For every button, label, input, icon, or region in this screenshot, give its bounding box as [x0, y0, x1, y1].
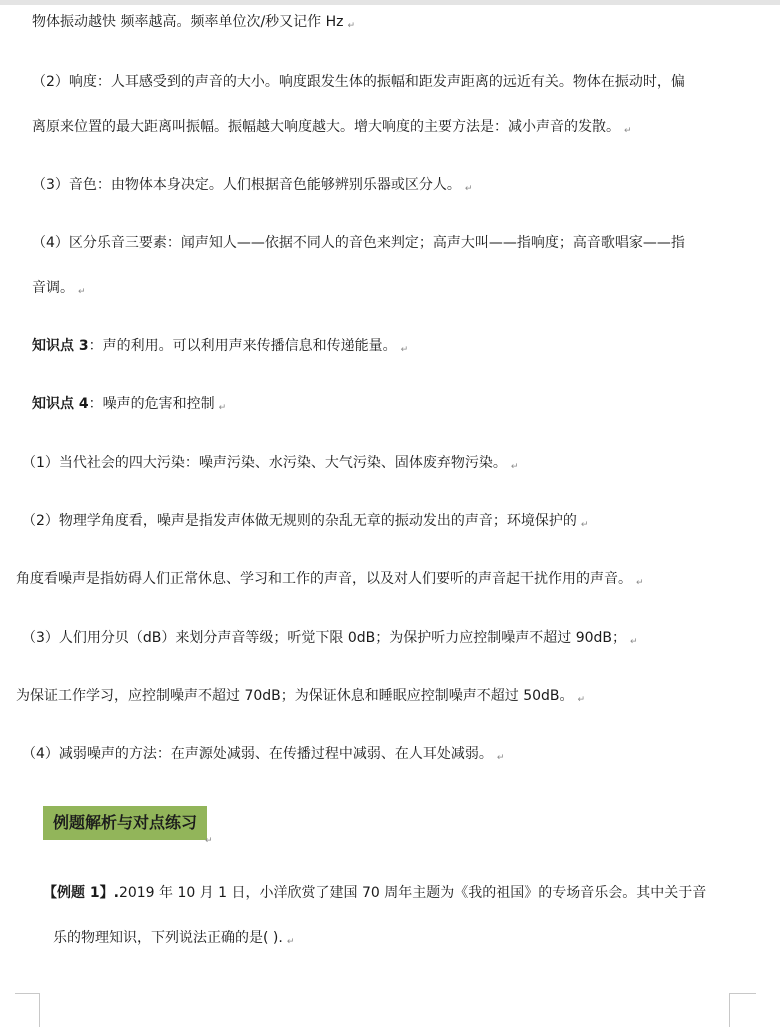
text-line: （4）区分乐音三要素：闻声知人——依据不同人的音色来判定；高声大叫——指响度；高音歌唱家——指 — [32, 235, 685, 251]
text-line: 乐的物理知识，下列说法正确的是( ). ↵ — [53, 930, 295, 947]
text-line: （2）响度：人耳感受到的声音的大小。响度跟发生体的振幅和距发声距离的远近有关。物体在振动时，偏 — [32, 74, 685, 90]
top-edge-bar — [0, 0, 780, 5]
paragraph-mark: ↵ — [496, 753, 505, 763]
paragraph-mark: ↵ — [218, 403, 227, 413]
paragraph-mark: ↵ — [286, 937, 295, 947]
paragraph-mark: ↵ — [78, 287, 86, 297]
text-line: （4）减弱噪声的方法：在声源处减弱、在传播过程中减弱、在人耳处减弱。 ↵ — [22, 746, 505, 763]
page-corner-mark-left — [15, 993, 40, 1027]
paragraph-mark: ↵ — [464, 184, 473, 194]
paragraph-mark: ↵ — [577, 695, 586, 705]
text-line: 音调。 ↵ — [32, 280, 86, 297]
paragraph-mark: ↵ — [205, 836, 213, 846]
paragraph-mark: ↵ — [580, 520, 589, 530]
paragraph-mark: ↵ — [630, 637, 638, 647]
text-line: （2）物理学角度看，噪声是指发声体做无规则的杂乱无章的振动发出的声音；环境保护的 ↵ — [22, 513, 589, 530]
paragraph-mark: ↵ — [624, 126, 632, 136]
paragraph-mark: ↵ — [510, 462, 519, 472]
text-line: 离原来位置的最大距离叫振幅。振幅越大响度越大。增大响度的主要方法是：减小声音的发散。 ↵ — [32, 119, 632, 136]
text-line: （3）人们用分贝（dB）来划分声音等级；听觉下限 0dB；为保护听力应控制噪声不超过 90dB； ↵ — [22, 630, 638, 647]
example-label: 【例题 1】. — [43, 885, 119, 901]
text-line: （1）当代社会的四大污染：噪声污染、水污染、大气污染、固体废弃物污染。 ↵ — [22, 455, 519, 472]
text-line: 角度看噪声是指妨碍人们正常休息、学习和工作的声音，以及对人们要听的声音起干扰作用的声音。 ↵ — [16, 571, 644, 588]
paragraph-mark: ↵ — [636, 578, 644, 588]
paragraph-mark: ↵ — [400, 345, 409, 355]
text-line: 为保证工作学习，应控制噪声不超过 70dB；为保证休息和睡眠应控制噪声不超过 50dB。 ↵ — [16, 688, 586, 705]
section-heading: 例题解析与对点练习 — [43, 806, 207, 840]
knowledge-point-4: 知识点 4：噪声的危害和控制 ↵ — [32, 396, 227, 413]
text-line: （3）音色：由物体本身决定。人们根据音色能够辨别乐器或区分人。 ↵ — [32, 177, 473, 194]
example-question-line: 【例题 1】.2019 年 10 月 1 日，小洋欣赏了建国 70 周年主题为《我的祖国》的专场音乐会。其中关于音 — [43, 885, 707, 901]
text-line: 物体振动越快 频率越高。频率单位次/秒又记作 Hz ↵ — [32, 14, 356, 31]
knowledge-point-label: 知识点 4 — [32, 396, 89, 412]
paragraph-mark: ↵ — [347, 21, 356, 31]
knowledge-point-label: 知识点 3 — [32, 338, 89, 354]
knowledge-point-3: 知识点 3：声的利用。可以利用声来传播信息和传递能量。 ↵ — [32, 338, 409, 355]
page-corner-mark-right — [729, 993, 756, 1027]
